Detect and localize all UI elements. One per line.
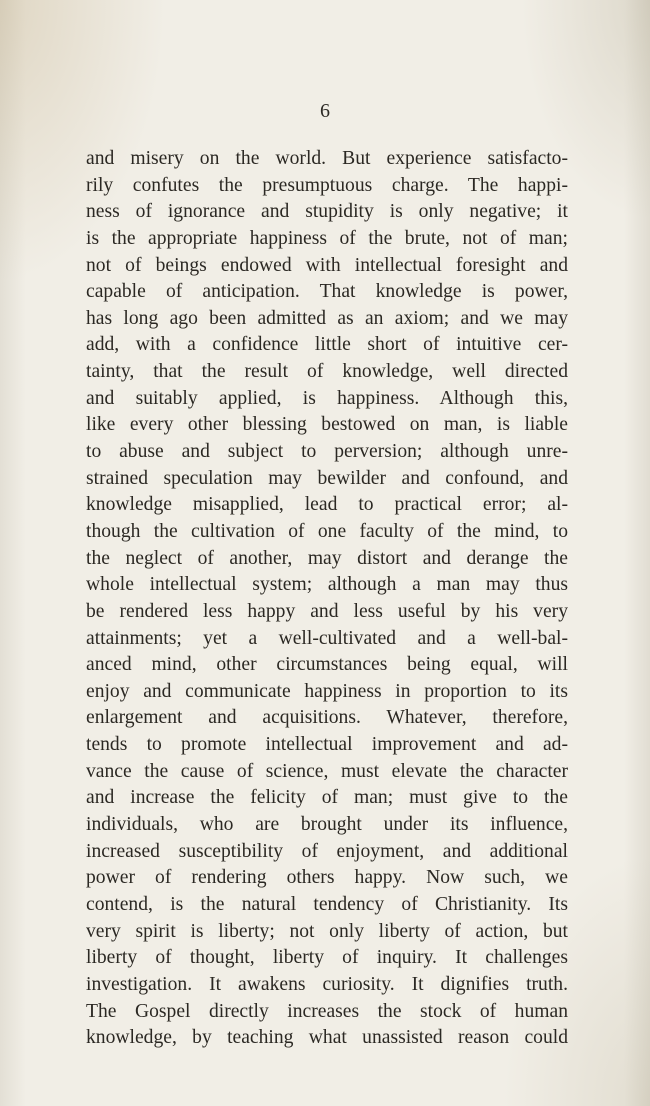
text-line: capable of anticipation. That knowledge is power, (86, 281, 568, 303)
text-line: ness of ignorance and stupidity is only negative; it (86, 201, 568, 223)
text-line: add, with a confidence little short of intuitive cer- (86, 334, 568, 356)
body-text (86, 146, 568, 1052)
text-line: anced mind, other circumstances being equal, will (86, 654, 568, 676)
text-line: though the cultivation of one faculty of the mind, to (86, 520, 568, 542)
text-line: rily confutes the presumptuous charge. The happi- (86, 174, 568, 196)
text-line: to abuse and subject to perversion; although unre- (86, 441, 568, 463)
text-line: knowledge, by teaching what unassisted reason could (86, 1027, 568, 1049)
text-line: liberty of thought, liberty of inquiry. It challenges (86, 947, 568, 969)
text-line: enjoy and communicate happiness in proportion to its (86, 680, 568, 702)
text-line: strained speculation may bewilder and confound, and (86, 467, 568, 489)
text-line: investigation. It awakens curiosity. It dignifies truth. (86, 973, 568, 995)
text-line: is the appropriate happiness of the brute, not of man; (86, 227, 568, 249)
text-line: The Gospel directly increases the stock of human (86, 1000, 568, 1022)
text-line: like every other blessing bestowed on man, is liable (86, 414, 568, 436)
text-line: whole intellectual system; although a man may thus (86, 574, 568, 596)
text-line: be rendered less happy and less useful by his very (86, 600, 568, 622)
text-line: attainments; yet a well-cultivated and a well-bal- (86, 627, 568, 649)
text-line: increased susceptibility of enjoyment, and additional (86, 840, 568, 862)
text-line: vance the cause of science, must elevate the character (86, 760, 568, 782)
text-line: tends to promote intellectual improvement and ad- (86, 734, 568, 756)
text-line: knowledge misapplied, lead to practical error; al- (86, 494, 568, 516)
text-line: and misery on the world. But experience satisfacto- (86, 148, 568, 169)
text-line: not of beings endowed with intellectual foresight and (86, 254, 568, 276)
text-line: and increase the felicity of man; must give to the (86, 787, 568, 809)
text-line: power of rendering others happy. Now such, we (86, 867, 568, 889)
page-number: 6 (320, 100, 330, 122)
text-line: enlargement and acquisitions. Whatever, therefore, (86, 707, 568, 729)
text-line: individuals, who are brought under its influence, (86, 814, 568, 836)
text-line: very spirit is liberty; not only liberty of action, but (86, 920, 568, 942)
text-line: has long ago been admitted as an axiom; and we may (86, 307, 568, 329)
text-line: and suitably applied, is happiness. Although this, (86, 387, 568, 409)
text-line: tainty, that the result of knowledge, well directed (86, 361, 568, 383)
text-line: the neglect of another, may distort and derange the (86, 547, 568, 569)
text-line: contend, is the natural tendency of Christianity. Its (86, 893, 568, 915)
